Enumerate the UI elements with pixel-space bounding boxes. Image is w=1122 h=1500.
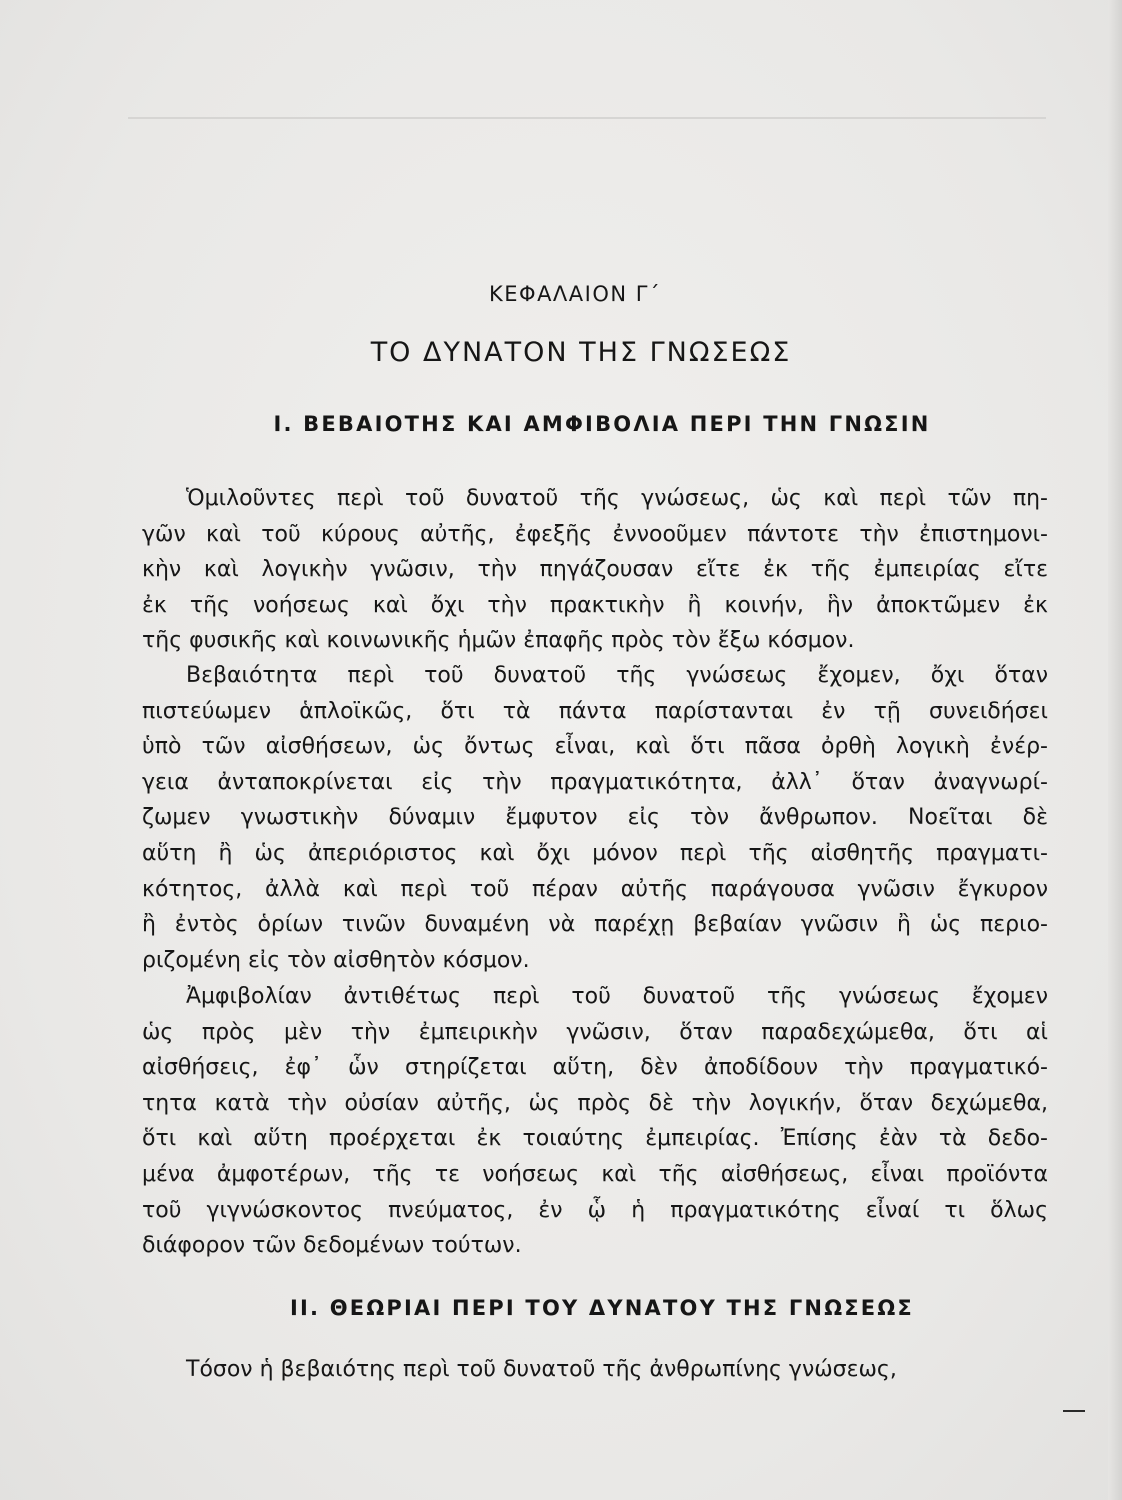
text-line: ὡς πρὸς μὲν τὴν ἐμπειρικὴν γνῶσιν, ὅταν παραδεχώμεθα, ὅτι αἱ [142,1019,1048,1045]
text-line: γῶν καὶ τοῦ κύρους αὐτῆς, ἐφεξῆς ἐννοοῦμεν πάντοτε τὴν ἐπιστημονι- [142,521,1048,547]
text-line: ζωμεν γνωστικὴν δύναμιν ἔμφυτον εἰς τὸν ἄνθρωπον. Νοεῖται δὲ [142,805,1048,831]
section-heading-1: Ι. ΒΕΒΑΙΟΤΗΣ ΚΑΙ ΑΜΦΙΒΟΛΙΑ ΠΕΡΙ ΤΗΝ ΓΝΩΣΙΝ [273,412,931,436]
text-line: κὴν καὶ λογικὴν γνῶσιν, τὴν πηγάζουσαν εἴτε ἐκ τῆς ἐμπειρίας εἴτε [142,557,1048,583]
text-line: Ἀμφιβολίαν ἀντιθέτως περὶ τοῦ δυνατοῦ τῆς γνώσεως ἔχομεν [186,984,1048,1009]
paragraph-4 [142,1352,1048,1388]
text-line: αἰσθήσεις, ἐφ᾽ ὧν στηρίζεται αὕτη, δὲν ἀποδίδουν τὴν πραγματικό- [142,1055,1048,1081]
text-line: Βεβαιότητα περὶ τοῦ δυνατοῦ τῆς γνώσεως ἔχομεν, ὄχι ὅταν [186,663,1048,688]
text-line: Τόσον ἡ βεβαιότης περὶ τοῦ δυνατοῦ τῆς ἀνθρωπίνης γνώσεως, [186,1357,897,1382]
chapter-label: ΚΕΦΑΛΑΙΟΝ Γ΄ [489,282,661,306]
paragraph-2 [142,658,1048,978]
text-line: τητα κατὰ τὴν οὐσίαν αὐτῆς, ὡς πρὸς δὲ τὴν λογικήν, ὅταν δεχώμεθα, [142,1090,1048,1116]
text-line: αὕτη ἢ ὡς ἀπεριόριστος καὶ ὄχι μόνον περὶ τῆς αἰσθητῆς πραγματι- [142,840,1048,866]
text-line: ὑπὸ τῶν αἰσθήσεων, ὡς ὄντως εἶναι, καὶ ὅτι πᾶσα ὀρθὴ λογικὴ ἐνέρ- [142,734,1048,760]
text-line: τῆς φυσικῆς καὶ κοινωνικῆς ἡμῶν ἐπαφῆς πρὸς τὸν ἔξω κόσμον. [142,628,855,654]
bleed-through-rule [128,117,1046,119]
text-line: γεια ἀνταποκρίνεται εἰς τὴν πραγματικότητα, ἀλλ᾽ ὅταν ἀναγνωρί- [142,769,1048,795]
section-heading-2: ΙΙ. ΘΕΩΡΙΑΙ ΠΕΡΙ ΤΟΥ ΔΥΝΑΤΟΥ ΤΗΣ ΓΝΩΣΕΩΣ [290,1296,914,1320]
text-line: ἐκ τῆς νοήσεως καὶ ὄχι τὴν πρακτικὴν ἢ κοινήν, ἣν ἀποκτῶμεν ἐκ [142,592,1048,618]
text-line: ριζομένη εἰς τὸν αἰσθητὸν κόσμον. [142,947,530,973]
text-line: κότητος, ἀλλὰ καὶ περὶ τοῦ πέραν αὐτῆς παράγουσα γνῶσιν ἔγκυρον [142,876,1048,902]
text-line: πιστεύωμεν ἁπλοϊκῶς, ὅτι τὰ πάντα παρίστανται ἐν τῇ συνειδήσει [142,698,1048,724]
paragraph-1 [142,481,1048,659]
text-line: Ὁμιλοῦντες περὶ τοῦ δυνατοῦ τῆς γνώσεως, ὡς καὶ περὶ τῶν πη- [186,486,1048,511]
chapter-title: ΤΟ ΔΥΝΑΤΟΝ ΤΗΣ ΓΝΩΣΕΩΣ [370,337,792,368]
text-line: διάφορον τῶν δεδομένων τούτων. [142,1233,522,1259]
page-edge [1108,0,1122,1500]
text-line: μένα ἀμφοτέρων, τῆς τε νοήσεως καὶ τῆς αἰσθήσεως, εἶναι προϊόντα [142,1161,1048,1187]
paragraph-3 [142,979,1048,1264]
text-line: τοῦ γιγνώσκοντος πνεύματος, ἐν ᾧ ἡ πραγματικότης εἶναί τι ὅλως [142,1197,1048,1223]
continuation-dash [1063,1410,1085,1412]
text-line: ὅτι καὶ αὕτη προέρχεται ἐκ τοιαύτης ἐμπειρίας. Ἐπίσης ἐὰν τὰ δεδο- [142,1126,1048,1152]
text-line: ἢ ἐντὸς ὁρίων τινῶν δυναμένη νὰ παρέχῃ βεβαίαν γνῶσιν ἢ ὡς περιο- [142,912,1048,938]
